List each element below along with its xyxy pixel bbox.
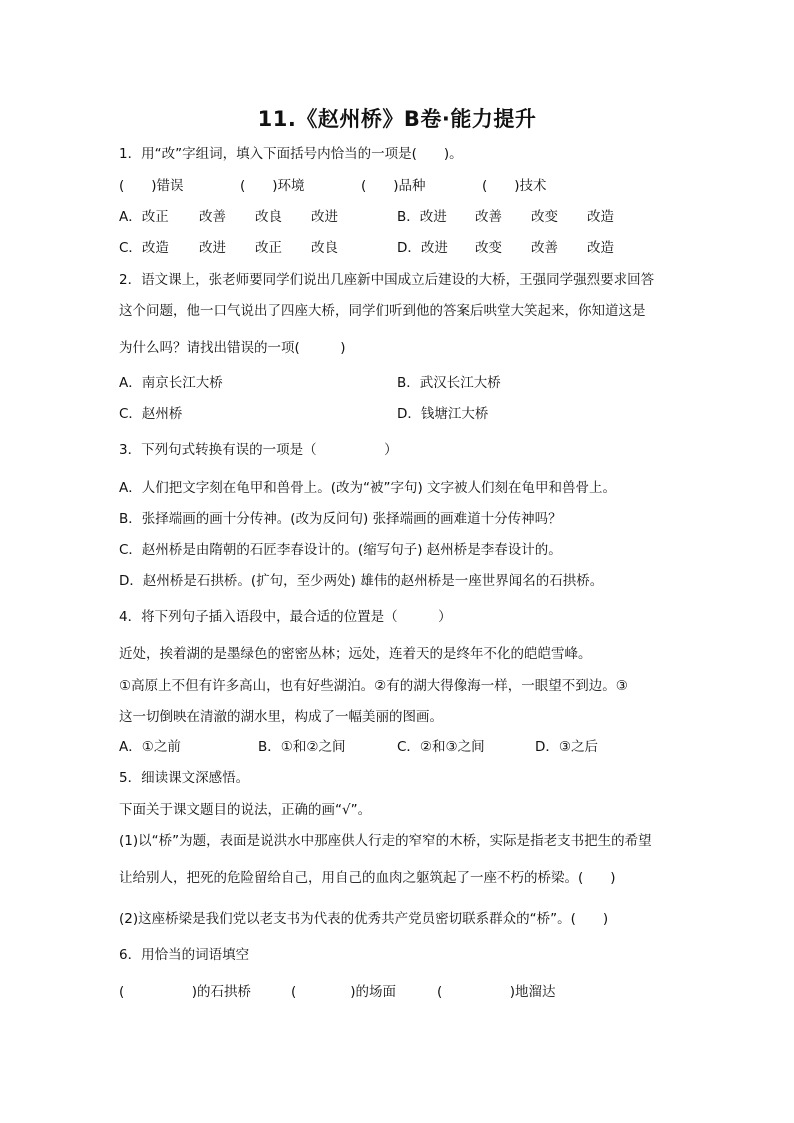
q2-option-c: C．赵州桥 [119, 406, 183, 422]
q3-option-c: C．赵州桥是由隋朝的石匠李春设计的。(缩写句子) 赵州桥是李春设计的。 [119, 542, 562, 558]
q2-option-b: B．武汉长江大桥 [397, 375, 501, 391]
q5-instruction: 下面关于课文题目的说法，正确的画“√”。 [119, 802, 372, 818]
q1-option-a: A．改正 [119, 209, 169, 225]
q4-option-d: D．③之后 [535, 739, 598, 755]
q1-option-word: 改造 [587, 209, 614, 225]
q2-stem-line: 这个问题，他一口气说出了四座大桥，同学们听到他的答案后哄堂大笑起来，你知道这是 [119, 303, 646, 319]
q1-option-word: 改进 [199, 240, 226, 256]
q1-option-word: 改善 [199, 209, 226, 225]
q4-sentence: 近处，挨着湖的是墨绿色的密密丛林；远处，连着天的是终年不化的皑皑雪峰。 [119, 646, 592, 662]
q1-blank: ( )错误 [119, 178, 184, 194]
q4-option-c: C．②和③之间 [397, 739, 485, 755]
q1-option-d: D．改进 [397, 240, 448, 256]
q1-blank: ( )品种 [361, 178, 426, 194]
q1-option-b: B．改进 [397, 209, 447, 225]
q6-blank: ( )的石拱桥 [119, 984, 252, 1000]
q1-blank: ( )技术 [482, 178, 547, 194]
q3-option-d: D．赵州桥是石拱桥。(扩句，至少两处) 雄伟的赵州桥是一座世界闻名的石拱桥。 [119, 573, 604, 589]
q6-blank: ( )的场面 [291, 984, 397, 1000]
q4-passage-line: ①高原上不但有许多高山，也有好些湖泊。②有的湖大得像海一样，一眼望不到边。③ [119, 678, 628, 694]
q3-option-a: A．人们把文字刻在龟甲和兽骨上。(改为“被”字句) 文字被人们刻在龟甲和兽骨上。 [119, 480, 617, 496]
q6-blank: ( )地溜达 [437, 984, 556, 1000]
q5-item-line: 让给别人，把死的危险留给自己，用自己的血肉之躯筑起了一座不朽的桥梁。( ) [119, 870, 616, 886]
q2-stem-line: 2．语文课上，张老师要同学们说出几座新中国成立后建设的大桥，王强同学强烈要求回答 [119, 272, 655, 288]
page-title: 11.《赵州桥》B卷·能力提升 [257, 107, 537, 131]
q3-option-b: B．张择端画的画十分传神。(改为反问句) 张择端画的画难道十分传神吗？ [119, 511, 562, 527]
q4-passage-line: 这一切倒映在清澈的湖水里，构成了一幅美丽的图画。 [119, 709, 443, 725]
q1-option-c: C．改造 [119, 240, 169, 256]
q1-option-word: 改变 [531, 209, 558, 225]
q1-option-word: 改良 [311, 240, 338, 256]
q4-option-a: A．①之前 [119, 739, 181, 755]
q1-option-word: 改正 [255, 240, 282, 256]
q1-option-word: 改善 [475, 209, 502, 225]
q3-stem: 3．下列句式转换有误的一项是（ ） [119, 442, 398, 458]
q1-stem: 1．用“改”字组词，填入下面括号内恰当的一项是( )。 [119, 146, 463, 162]
q5-stem: 5．细读课文深感悟。 [119, 770, 250, 786]
q4-option-b: B．①和②之间 [258, 739, 346, 755]
q2-option-a: A．南京长江大桥 [119, 375, 223, 391]
q5-item-line: (2)这座桥梁是我们党以老支书为代表的优秀共产党员密切联系群众的“桥”。( ) [119, 911, 609, 927]
q2-option-d: D．钱塘江大桥 [397, 406, 489, 422]
q6-stem: 6．用恰当的词语填空 [119, 947, 250, 963]
q1-option-word: 改变 [475, 240, 502, 256]
q1-blank: ( )环境 [240, 178, 305, 194]
q5-item-line: (1)以“桥”为题，表面是说洪水中那座供人行走的窄窄的木桥，实际是指老支书把生的希望 [119, 833, 652, 849]
q1-option-word: 改良 [255, 209, 282, 225]
q1-option-word: 改善 [531, 240, 558, 256]
q4-stem: 4．将下列句子插入语段中，最合适的位置是（ ） [119, 609, 452, 625]
q1-option-word: 改进 [311, 209, 338, 225]
q2-stem-line: 为什么吗？请找出错误的一项( ) [119, 340, 346, 356]
q1-option-word: 改造 [587, 240, 614, 256]
